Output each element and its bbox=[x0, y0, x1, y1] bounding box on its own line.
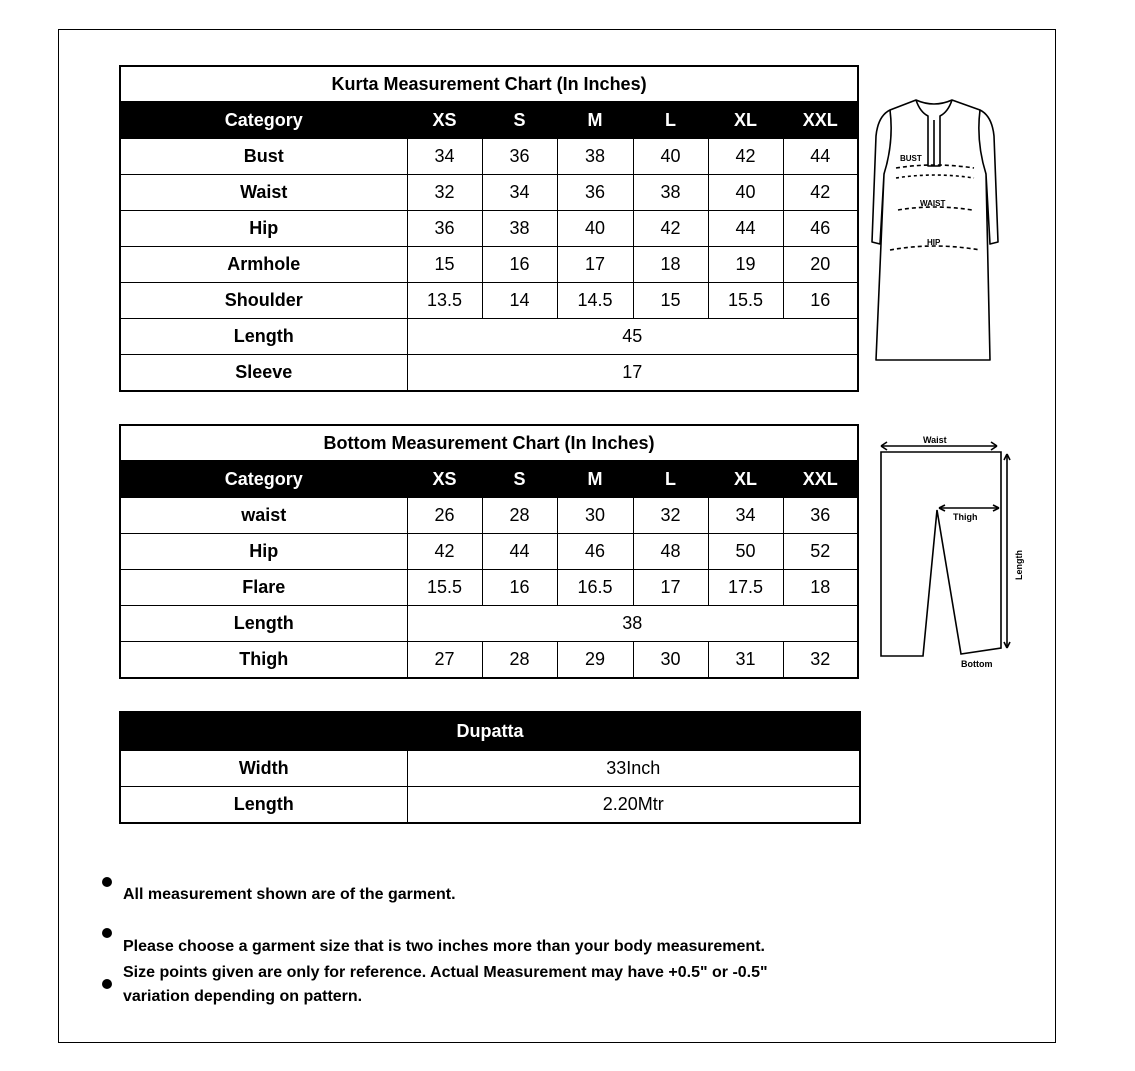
cell-value: 32 bbox=[783, 642, 858, 679]
cell-value: 36 bbox=[557, 175, 633, 211]
cell-value: 28 bbox=[482, 642, 557, 679]
cell-value: 14.5 bbox=[557, 283, 633, 319]
cell-value: 34 bbox=[407, 139, 482, 175]
header-size-m: M bbox=[557, 461, 633, 498]
bottom-measurement-table bbox=[119, 424, 859, 679]
cell-value: 27 bbox=[407, 642, 482, 679]
table-row bbox=[120, 319, 858, 355]
cell-value: 15.5 bbox=[708, 283, 783, 319]
header-size-s: S bbox=[482, 461, 557, 498]
header-size-xs: XS bbox=[407, 102, 482, 139]
cell-value: 17 bbox=[557, 247, 633, 283]
cell-value: 15 bbox=[633, 283, 708, 319]
bottom-diagram-bottom-label: Bottom bbox=[961, 659, 993, 669]
cell-value: 45 bbox=[407, 319, 858, 355]
cell-value: 50 bbox=[708, 534, 783, 570]
cell-value: 14 bbox=[482, 283, 557, 319]
table-row bbox=[120, 283, 858, 319]
table-row bbox=[120, 139, 858, 175]
cell-value: 17 bbox=[407, 355, 858, 392]
row-category: Hip bbox=[120, 534, 407, 570]
header-size-xl: XL bbox=[708, 102, 783, 139]
cell-value: 38 bbox=[482, 211, 557, 247]
row-category: Armhole bbox=[120, 247, 407, 283]
header-size-l: L bbox=[633, 102, 708, 139]
cell-value: 40 bbox=[633, 139, 708, 175]
table-row bbox=[120, 355, 858, 392]
cell-value: 15.5 bbox=[407, 570, 482, 606]
cell-value: 46 bbox=[557, 534, 633, 570]
table-row bbox=[120, 570, 858, 606]
bottom-diagram-length-label: Length bbox=[1014, 550, 1024, 580]
cell-value: 52 bbox=[783, 534, 858, 570]
table-row bbox=[120, 175, 858, 211]
cell-value: 36 bbox=[407, 211, 482, 247]
cell-value: 16.5 bbox=[557, 570, 633, 606]
bottom-diagram-thigh-label: Thigh bbox=[953, 512, 978, 522]
cell-value: 40 bbox=[557, 211, 633, 247]
row-category: Bust bbox=[120, 139, 407, 175]
header-size-m: M bbox=[557, 102, 633, 139]
table-row bbox=[120, 498, 858, 534]
header-size-xl: XL bbox=[708, 461, 783, 498]
cell-value: 48 bbox=[633, 534, 708, 570]
kurta-chart-title: Kurta Measurement Chart (In Inches) bbox=[120, 66, 858, 102]
header-category: Category bbox=[120, 461, 407, 498]
cell-value: 36 bbox=[783, 498, 858, 534]
cell-value: 36 bbox=[482, 139, 557, 175]
header-size-l: L bbox=[633, 461, 708, 498]
cell-value: 17 bbox=[633, 570, 708, 606]
table-row bbox=[120, 534, 858, 570]
bottom-diagram-waist-label: Waist bbox=[923, 435, 947, 445]
row-category: Sleeve bbox=[120, 355, 407, 392]
table-row bbox=[120, 642, 858, 679]
cell-value: 28 bbox=[482, 498, 557, 534]
row-category: Flare bbox=[120, 570, 407, 606]
bottom-chart-title: Bottom Measurement Chart (In Inches) bbox=[120, 425, 858, 461]
cell-value: 44 bbox=[783, 139, 858, 175]
note-bullet bbox=[102, 979, 112, 989]
kurta-diagram-waist-label: WAIST bbox=[920, 199, 946, 208]
cell-value: 40 bbox=[708, 175, 783, 211]
table-row bbox=[120, 751, 860, 787]
cell-value: 19 bbox=[708, 247, 783, 283]
row-category: Hip bbox=[120, 211, 407, 247]
cell-value: 34 bbox=[708, 498, 783, 534]
kurta-sketch bbox=[868, 92, 1008, 364]
cell-value: 16 bbox=[482, 247, 557, 283]
note-bullet bbox=[102, 877, 112, 887]
note-text: All measurement shown are of the garment. bbox=[123, 886, 456, 903]
row-category: Length bbox=[120, 319, 407, 355]
cell-value: 13.5 bbox=[407, 283, 482, 319]
header-size-xxl: XXL bbox=[783, 461, 858, 498]
cell-value: 29 bbox=[557, 642, 633, 679]
cell-value: 18 bbox=[633, 247, 708, 283]
row-category: Width bbox=[120, 751, 407, 787]
dupatta-table bbox=[119, 711, 861, 824]
cell-value: 30 bbox=[633, 642, 708, 679]
cell-value: 20 bbox=[783, 247, 858, 283]
kurta-header-row bbox=[120, 102, 858, 139]
row-category: Shoulder bbox=[120, 283, 407, 319]
cell-value: 31 bbox=[708, 642, 783, 679]
table-row bbox=[120, 247, 858, 283]
cell-value: 26 bbox=[407, 498, 482, 534]
cell-value: 44 bbox=[482, 534, 557, 570]
cell-value: 42 bbox=[633, 211, 708, 247]
note-text: Please choose a garment size that is two inches more than your body measurement. bbox=[123, 938, 765, 955]
row-category: Waist bbox=[120, 175, 407, 211]
cell-value: 16 bbox=[783, 283, 858, 319]
cell-value: 44 bbox=[708, 211, 783, 247]
cell-value: 30 bbox=[557, 498, 633, 534]
cell-value: 38 bbox=[557, 139, 633, 175]
header-size-xs: XS bbox=[407, 461, 482, 498]
row-category: Length bbox=[120, 606, 407, 642]
cell-value: 46 bbox=[783, 211, 858, 247]
cell-value: 16 bbox=[482, 570, 557, 606]
cell-value: 42 bbox=[708, 139, 783, 175]
cell-value: 34 bbox=[482, 175, 557, 211]
table-row bbox=[120, 606, 858, 642]
cell-value: 32 bbox=[633, 498, 708, 534]
header-size-s: S bbox=[482, 102, 557, 139]
note-text: Size points given are only for reference. Actual Measurement may have +0.5" or -0.5" bbox=[123, 964, 768, 981]
header-size-xxl: XXL bbox=[783, 102, 858, 139]
kurta-diagram-hip-label: HIP bbox=[927, 238, 941, 247]
row-category: Thigh bbox=[120, 642, 407, 679]
cell-value: 2.20Mtr bbox=[407, 787, 860, 824]
row-category: waist bbox=[120, 498, 407, 534]
bottom-header-row bbox=[120, 461, 858, 498]
bottom-sketch bbox=[875, 432, 1035, 674]
note-text: variation depending on pattern. bbox=[123, 988, 363, 1005]
table-row bbox=[120, 211, 858, 247]
cell-value: 15 bbox=[407, 247, 482, 283]
dupatta-title: Dupatta bbox=[120, 712, 860, 751]
cell-value: 38 bbox=[407, 606, 858, 642]
header-category: Category bbox=[120, 102, 407, 139]
note-bullet bbox=[102, 928, 112, 938]
cell-value: 33Inch bbox=[407, 751, 860, 787]
table-row bbox=[120, 787, 860, 824]
cell-value: 42 bbox=[407, 534, 482, 570]
kurta-diagram-bust-label: BUST bbox=[900, 154, 922, 163]
row-category: Length bbox=[120, 787, 407, 824]
cell-value: 17.5 bbox=[708, 570, 783, 606]
cell-value: 42 bbox=[783, 175, 858, 211]
kurta-measurement-table bbox=[119, 65, 859, 392]
cell-value: 32 bbox=[407, 175, 482, 211]
cell-value: 18 bbox=[783, 570, 858, 606]
cell-value: 38 bbox=[633, 175, 708, 211]
